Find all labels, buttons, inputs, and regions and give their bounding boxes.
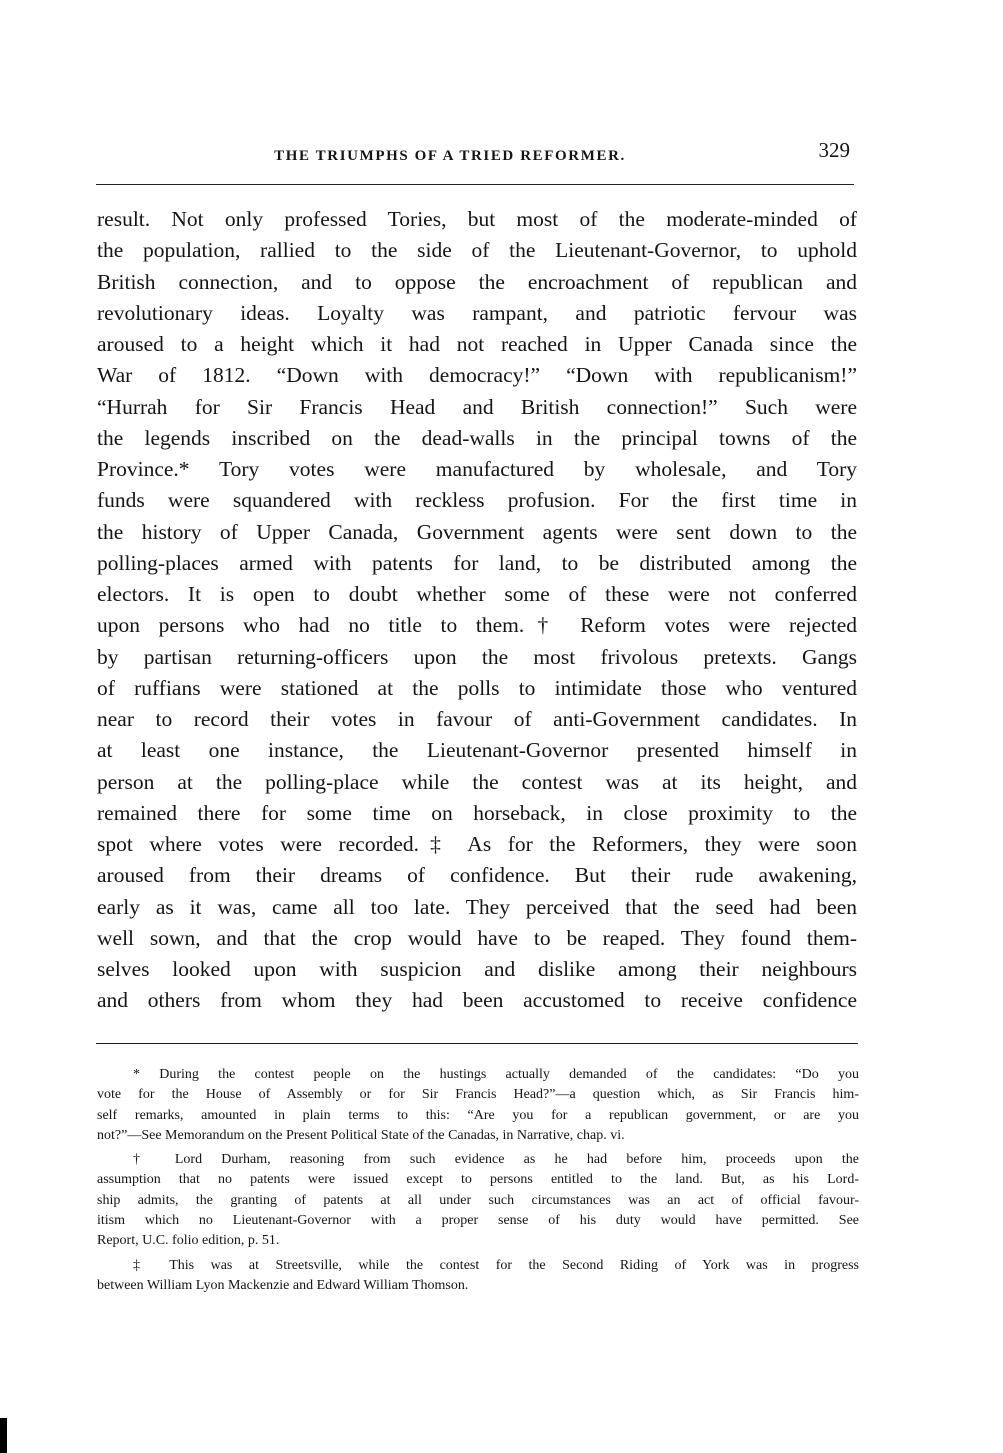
footnote-rule [96, 1043, 858, 1044]
footnote-dagger-line: † Lord Durham, reasoning from such evidence as he had before him, proceeds upon the [133, 1152, 859, 1168]
body-line: selves looked upon with suspicion and dislike among their neighbours [97, 957, 857, 981]
body-line: electors. It is open to doubt whether some of these were not conferred [97, 582, 857, 606]
body-line: remained there for some time on horseback, in close proximity to the [97, 800, 857, 825]
body-line: of ruffians were stationed at the polls to intimidate those who ventured [97, 675, 857, 700]
body-line: spot where votes were recorded.‡ As for the Reformers, they were soon [97, 832, 857, 856]
footnote-dagger-line: Report, U.C. folio edition, p. 51. [97, 1233, 280, 1249]
body-line: revolutionary ideas. Loyalty was rampant, and patriotic fervour was [97, 300, 857, 325]
running-head [96, 138, 856, 174]
body-line: aroused from their dreams of confidence. But their rude awakening, [97, 863, 857, 888]
body-line: well sown, and that the crop would have to be reaped. They found them- [97, 925, 857, 950]
body-line: the legends inscribed on the dead-walls in the principal towns of the [97, 425, 857, 450]
body-line: Province.* Tory votes were manufactured by wholesale, and Tory [97, 457, 857, 481]
footnote-dagger-line: assumption that no patents were issued except to persons entitled to the land. But, as his Lord- [97, 1172, 859, 1188]
running-title: THE TRIUMPHS OF A TRIED REFORMER. [274, 148, 626, 164]
footnotes [97, 1065, 859, 1296]
footnote-dagger-line: ship admits, the granting of patents at all under such circumstances was an act of official favour- [97, 1192, 859, 1208]
footnote-dagger-line: itism which no Lieutenant-Governor with a proper sense of his duty would have permitted. See [97, 1213, 859, 1229]
scan-edge-mark [0, 1418, 7, 1453]
footnote-double-dagger-line: ‡ This was at Streetsville, while the contest for the Second Riding of York was in progress [133, 1257, 859, 1273]
header-rule [96, 184, 854, 185]
body-line: British connection, and to oppose the encroachment of republican and [97, 269, 857, 294]
footnote-star-line: not?”—See Memorandum on the Present Political State of the Canadas, in Narrative, chap. vi. [97, 1127, 625, 1143]
body-line: by partisan returning-officers upon the most frivolous pretexts. Gangs [97, 644, 857, 669]
body-line: the history of Upper Canada, Government agents were sent down to the [97, 519, 857, 544]
body-line: result. Not only professed Tories, but most of the moderate-minded of [97, 207, 857, 231]
body-line: War of 1812. “Down with democracy!” “Down with republicanism!” [97, 363, 857, 388]
page-number: 329 [818, 138, 850, 162]
body-line: polling-places armed with patents for land, to be distributed among the [97, 550, 857, 575]
body-line: and others from whom they had been accustomed to receive confidence [97, 988, 857, 1013]
body-text [97, 204, 857, 1017]
body-line: funds were squandered with reckless profusion. For the first time in [97, 488, 857, 513]
footnote-star-line: vote for the House of Assembly or for Sir Francis Head?”—a question which, as Sir Francis him- [97, 1087, 859, 1103]
body-line: the population, rallied to the side of the Lieutenant-Governor, to uphold [97, 238, 857, 263]
body-line: at least one instance, the Lieutenant-Governor presented himself in [97, 738, 857, 763]
body-line: early as it was, came all too late. They perceived that the seed had been [97, 894, 857, 919]
body-line: near to record their votes in favour of anti-Government candidates. In [97, 707, 857, 731]
body-line: person at the polling-place while the contest was at its height, and [97, 769, 857, 794]
footnote-star-line: * During the contest people on the hustings actually demanded of the candidates: “Do you [133, 1067, 859, 1082]
body-line: “Hurrah for Sir Francis Head and British connection!” Such were [97, 394, 857, 419]
footnote-star-line: self remarks, amounted in plain terms to this: “Are you for a republican government, or are you [97, 1107, 859, 1123]
body-line: aroused to a height which it had not reached in Upper Canada since the [97, 332, 857, 356]
footnote-double-dagger-line: between William Lyon Mackenzie and Edward William Thomson. [97, 1277, 469, 1293]
body-line: upon persons who had no title to them.† Reform votes were rejected [97, 613, 857, 638]
